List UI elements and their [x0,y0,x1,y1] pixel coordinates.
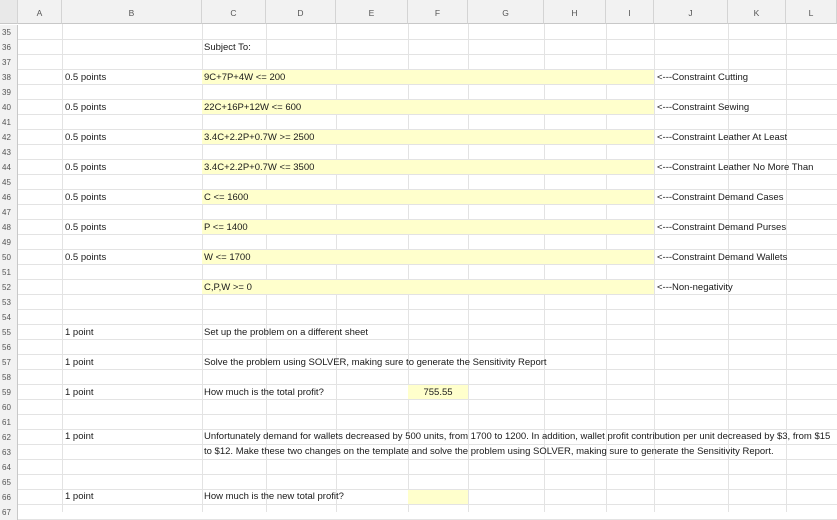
column-header-h[interactable]: H [544,0,606,24]
row-header[interactable]: 61 [0,415,18,430]
row-header[interactable]: 46 [0,190,18,205]
row-header[interactable]: 60 [0,400,18,415]
gridline [18,39,837,40]
constraint-expression[interactable]: 3.4C+2.2P+0.7W <= 3500 [204,162,315,173]
constraint-label: <---Constraint Demand Wallets [657,252,788,263]
constraint-points: 0.5 points [65,102,107,113]
constraint-expression[interactable]: 3.4C+2.2P+0.7W >= 2500 [204,132,315,143]
constraint-label: <---Constraint Sewing [657,102,750,113]
row-header[interactable]: 64 [0,460,18,475]
gridline [18,474,837,475]
row-header[interactable]: 41 [0,115,18,130]
task-solve-text: Solve the problem using SOLVER, making sure to generate the Sensitivity Report [204,357,547,368]
row-header[interactable]: 58 [0,370,18,385]
row-header[interactable]: 49 [0,235,18,250]
constraint-points: 0.5 points [65,192,107,203]
row-header[interactable]: 36 [0,40,18,55]
column-header-e[interactable]: E [336,0,408,24]
constraint-expression[interactable]: 9C+7P+4W <= 200 [204,72,286,83]
task-setup-text: Set up the problem on a different sheet [204,327,369,338]
row-header[interactable]: 63 [0,445,18,460]
row-header[interactable]: 42 [0,130,18,145]
gridline [62,24,63,512]
constraint-label: <---Non-negativity [657,282,733,293]
row-header[interactable]: 35 [0,25,18,40]
new-profit-question: How much is the new total profit? [204,491,344,502]
constraint-points: 0.5 points [65,252,107,263]
gridline [18,309,837,310]
constraint-points: 0.5 points [65,132,107,143]
row-header[interactable]: 38 [0,70,18,85]
constraint-label: <---Constraint Leather No More Than [657,162,814,173]
row-header[interactable]: 54 [0,310,18,325]
column-header-j[interactable]: J [654,0,728,24]
row-header[interactable]: 57 [0,355,18,370]
task-points: 1 point [65,357,94,368]
column-header-c[interactable]: C [202,0,266,24]
constraint-expression[interactable]: P <= 1400 [204,222,248,233]
column-header-d[interactable]: D [266,0,336,24]
constraint-points: 0.5 points [65,162,107,173]
wallet-change-instructions: Unfortunately demand for wallets decreased by 500 units, from 1700 to 1200. In addition, wallet profit contribution per unit decreased by $3, from $15 to $12. Make these two changes on the template and solve the problem using SOLVER, making sure to generate the Sensitivity Report. [204,431,831,457]
row-header[interactable]: 47 [0,205,18,220]
row-header[interactable]: 66 [0,490,18,505]
column-header-i[interactable]: I [606,0,654,24]
gridline [18,339,837,340]
constraint-points: 0.5 points [65,222,107,233]
row-header[interactable]: 45 [0,175,18,190]
row-header[interactable]: 59 [0,385,18,400]
constraint-fill [202,250,654,265]
task-points: 1 point [65,431,94,442]
task-points: 1 point [65,491,94,502]
column-header-k[interactable]: K [728,0,786,24]
select-all-corner[interactable] [0,0,18,24]
constraint-expression[interactable]: W <= 1700 [204,252,251,263]
row-header[interactable]: 39 [0,85,18,100]
constraint-fill [202,220,654,235]
row-header[interactable]: 62 [0,430,18,445]
constraint-fill [202,280,654,295]
constraint-label: <---Constraint Demand Cases [657,192,784,203]
gridline [18,414,837,415]
row-header[interactable]: 65 [0,475,18,490]
row-header[interactable]: 37 [0,55,18,70]
row-header[interactable]: 40 [0,100,18,115]
total-profit-answer-cell[interactable]: 755.55 [423,387,453,398]
constraint-fill [202,190,654,205]
subject-to-label: Subject To: [204,42,251,53]
column-header-b[interactable]: B [62,0,202,24]
constraint-label: <---Constraint Leather At Least [657,132,788,143]
constraint-points: 0.5 points [65,72,107,83]
row-header[interactable]: 50 [0,250,18,265]
column-header-f[interactable]: F [408,0,468,24]
constraint-expression[interactable]: C,P,W >= 0 [204,282,252,293]
column-header-a[interactable]: A [18,0,62,24]
row-header[interactable]: 67 [0,505,18,520]
row-header[interactable]: 51 [0,265,18,280]
constraint-expression[interactable]: C <= 1600 [204,192,249,203]
total-profit-question: How much is the total profit? [204,387,324,398]
task-points: 1 point [65,387,94,398]
row-header[interactable]: 53 [0,295,18,310]
gridline [202,24,203,512]
row-header[interactable]: 44 [0,160,18,175]
row-header[interactable]: 52 [0,280,18,295]
constraint-expression[interactable]: 22C+16P+12W <= 600 [204,102,302,113]
gridline [18,459,837,460]
column-header-g[interactable]: G [468,0,544,24]
constraint-label: <---Constraint Cutting [657,72,749,83]
constraint-label: <---Constraint Demand Purses [657,222,787,233]
row-header[interactable]: 48 [0,220,18,235]
row-header[interactable]: 55 [0,325,18,340]
row-header[interactable]: 56 [0,340,18,355]
row-header[interactable]: 43 [0,145,18,160]
gridline [18,54,837,55]
gridline [18,504,837,505]
task-points: 1 point [65,327,94,338]
column-header-l[interactable]: L [786,0,837,24]
new-profit-answer-fill [408,489,468,504]
gridline [18,489,837,490]
gridline [18,324,837,325]
